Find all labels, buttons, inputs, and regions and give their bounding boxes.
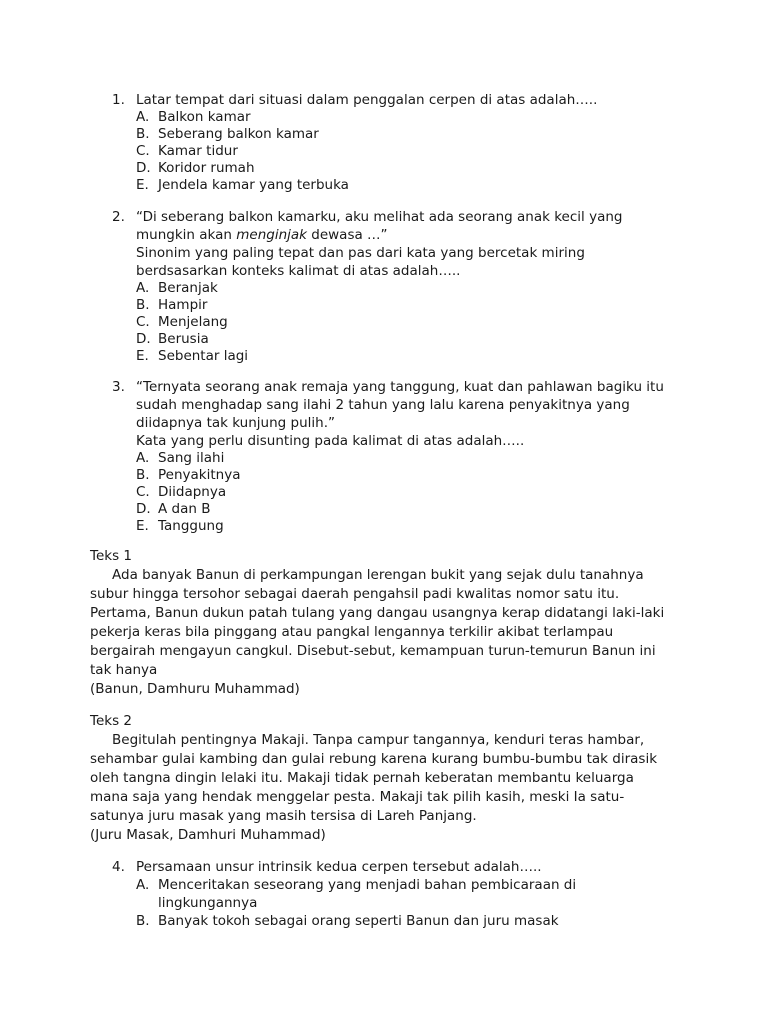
paragraph-line: Begitulah pentingnya Makaji. Tanpa campur tangannya, kenduri teras hambar, (112, 732, 645, 748)
option-e: E. Sebentar lagi (136, 348, 249, 364)
option-a: A. Balkon kamar (136, 109, 251, 125)
option-a-continued: lingkungannya (158, 895, 258, 911)
paragraph-line: Pertama, Banun dukun patah tulang yang dangau usangnya kerap didatangi laki-laki (90, 605, 665, 621)
question-text: Sinonim yang paling tepat dan pas dari kata yang bercetak miring (136, 245, 585, 261)
question-1 (112, 92, 672, 194)
option-b: B. Seberang balkon kamar (136, 126, 319, 142)
teks-heading: Teks 1 (90, 548, 132, 564)
question-number: 2. (112, 209, 125, 225)
question-text: Latar tempat dari situasi dalam penggalan cerpen di atas adalah….. (136, 92, 598, 108)
option-a: A. Sang ilahi (136, 450, 225, 466)
source-citation: (Banun, Damhuru Muhammad) (90, 681, 300, 697)
italic-word: menginjak (236, 227, 307, 243)
option-c: C. Diidapnya (136, 484, 227, 500)
paragraph-line: bergairah mengayun cangkul. Disebut-sebut, kemampuan turun-temurun Banun ini (90, 643, 656, 659)
option-b: B. Hampir (136, 297, 208, 313)
question-quote-line: “Ternyata seorang anak remaja yang tanggung, kuat dan pahlawan bagiku itu (136, 379, 664, 395)
teks-1 (90, 547, 690, 699)
option-d: D. A dan B (136, 501, 211, 517)
option-b: B. Banyak tokoh sebagai orang seperti Banun dan juru masak (136, 913, 559, 929)
question-quote-line: mungkin akan menginjak dewasa …” (136, 227, 388, 243)
question-2 (112, 208, 672, 365)
question-quote-line: sudah menghadap sang ilahi 2 tahun yang lalu karena penyakitnya yang (136, 397, 630, 413)
question-text: berdsasarkan konteks kalimat di atas adalah….. (136, 263, 461, 279)
paragraph-line: satunya juru masak yang masih tersisa di Lareh Panjang. (90, 808, 477, 824)
option-c: C. Menjelang (136, 314, 228, 330)
paragraph-line: mana saja yang hendak menggelar pesta. Makaji tak pilih kasih, meski Ia satu- (90, 789, 625, 805)
question-3 (112, 378, 672, 535)
paragraph-line: sehambar gulai kambing dan gulai rebung karena kurang bumbu-bumbu tak dirasik (90, 751, 658, 767)
option-e: E. Tanggung (136, 518, 224, 534)
question-number: 3. (112, 379, 125, 395)
question-text: Persamaan unsur intrinsik kedua cerpen tersebut adalah….. (136, 859, 542, 875)
paragraph-line: oleh tangna dingin lelaki itu. Makaji tidak pernah keberatan membantu keluarga (90, 770, 634, 786)
paragraph-line: tak hanya (90, 662, 158, 678)
option-a: A. Beranjak (136, 280, 218, 296)
teks-2 (90, 712, 690, 845)
question-number: 4. (112, 859, 125, 875)
question-quote-line: diidapnya tak kunjung pulih.” (136, 415, 335, 431)
option-b: B. Penyakitnya (136, 467, 241, 483)
question-4 (112, 858, 672, 930)
paragraph-line: pekerja keras bila pinggang atau pangkal lengannya terkilir akibat terlampau (90, 624, 614, 640)
question-text: Kata yang perlu disunting pada kalimat di atas adalah….. (136, 433, 525, 449)
question-quote-line: “Di seberang balkon kamarku, aku melihat ada seorang anak kecil yang (136, 209, 623, 225)
question-number: 1. (112, 92, 125, 108)
paragraph-line: subur hingga tersohor sebagai daerah pengahsil padi kwalitas nomor satu itu. (90, 586, 620, 602)
teks-heading: Teks 2 (90, 713, 132, 729)
option-d: D. Berusia (136, 331, 209, 347)
option-e: E. Jendela kamar yang terbuka (136, 177, 349, 193)
paragraph-line: Ada banyak Banun di perkampungan lerengan bukit yang sejak dulu tanahnya (112, 567, 644, 583)
option-c: C. Kamar tidur (136, 143, 238, 159)
source-citation: (Juru Masak, Damhuri Muhammad) (90, 827, 326, 843)
option-a: A. Menceritakan seseorang yang menjadi bahan pembicaraan di (136, 877, 577, 893)
option-d: D. Koridor rumah (136, 160, 255, 176)
